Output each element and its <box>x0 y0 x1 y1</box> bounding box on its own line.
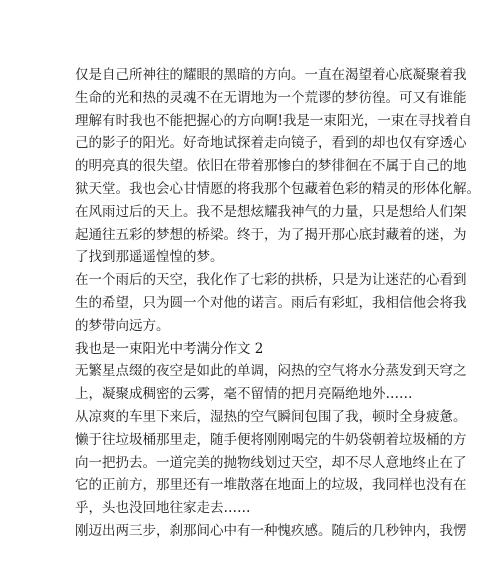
text-line: 生命的光和热的灵魂不在无谓地为一个荒谬的梦彷徨。可又有谁能 <box>75 89 467 106</box>
text-line: 了找到那遥遥惶惶的梦。 <box>75 249 224 266</box>
text-line: 在一个雨后的天空，我化作了七彩的拱桥，只是为让迷茫的心看到 <box>75 272 467 289</box>
text-line: 在风雨过后的天上。我不是想炫耀我神气的力量，只是想给人们架 <box>75 203 467 220</box>
text-line: 生的希望，只为圆一个对他的诺言。雨后有彩虹，我相信他会将我 <box>75 294 467 311</box>
text-line: 的梦带向远方。 <box>75 317 170 334</box>
essay-text <box>75 64 480 543</box>
text-line: 起通往五彩的梦想的桥梁。终于，为了揭开那心底封藏着的迷，为 <box>75 226 467 243</box>
section-heading: 我也是一束阳光中考满分作文 2 <box>75 340 264 357</box>
text-line: 向一把扔去。一道完美的抛物线划过天空，却不尽人意地终止在了 <box>75 454 467 471</box>
text-line: 无繁星点缀的夜空是如此的单调，闷热的空气将水分蒸发到天穹之 <box>75 363 467 380</box>
text-line: 它的正前方，那里还有一堆散落在地面上的垃圾，我同样也没有在 <box>75 477 467 494</box>
text-line: 仅是自己所神往的耀眼的黑暗的方向。一直在渴望着心底凝聚着我 <box>75 67 467 83</box>
text-line: 理解有时我也不能把握心的方向啊!我是一束阳光，一束在寻找着自 <box>75 112 472 129</box>
text-line: 上，凝聚成稠密的云雾，毫不留情的把月亮隔绝地外…… <box>75 386 413 403</box>
text-line: 的明亮真的很失望。依旧在带着那惨白的梦徘徊在不属于自己的地 <box>75 158 467 175</box>
text-line: 己的影子的阳光。好奇地试探着走向镜子，看到的却也仅有穿透心 <box>75 135 467 152</box>
text-line: 乎，头也没回地往家走去…… <box>75 500 251 517</box>
text-line: 狱天堂。我也会心甘情愿的将我那个包藏着色彩的精灵的形体化解。 <box>75 180 480 197</box>
text-line: 懒于往垃圾桶那里走，随手便将刚刚喝完的牛奶袋朝着垃圾桶的方 <box>75 431 467 448</box>
text-line: 从凉爽的车里下来后，湿热的空气瞬间包围了我，顿时全身疲惫。 <box>75 408 467 425</box>
text-line: 刚迈出两三步，刹那间心中有一种愧疚感。随后的几秒钟内，我愣 <box>75 522 467 539</box>
